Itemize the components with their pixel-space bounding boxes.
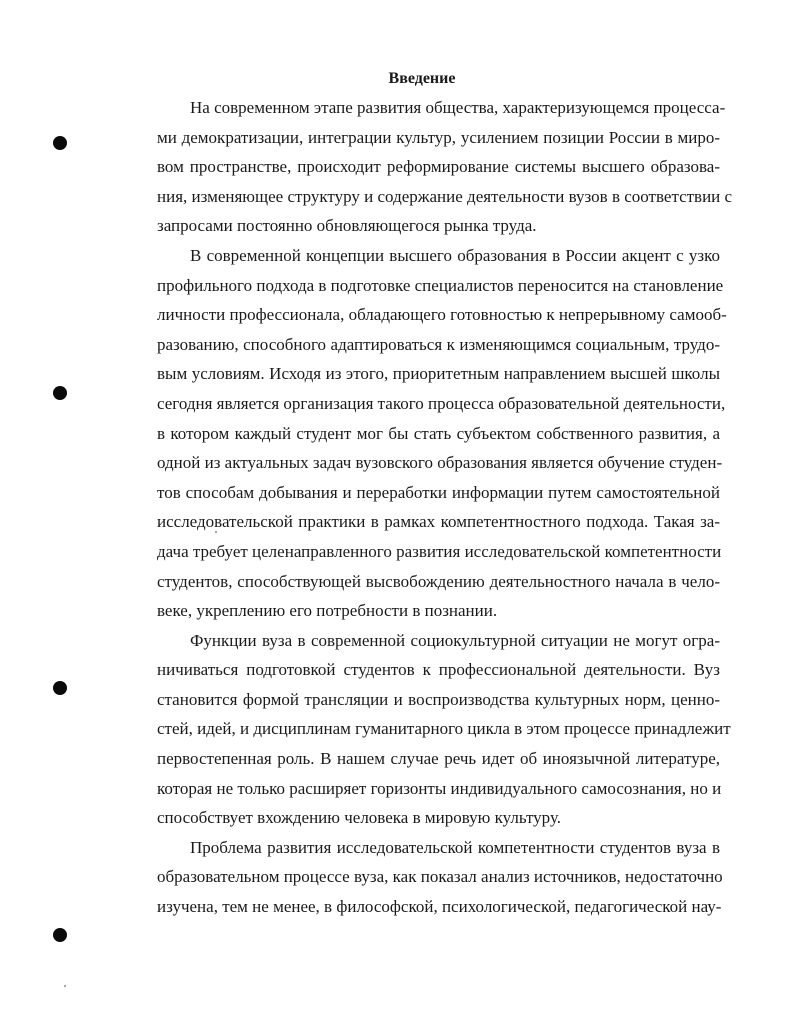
- document-body: [124, 66, 733, 922]
- paragraph-3: [124, 626, 731, 833]
- text-line: личности профессионала, обладающего готовностью к непрерывному самооб-: [157, 305, 727, 325]
- text-line: становится формой трансляции и воспроизводства культурных норм, ценно-: [157, 689, 720, 709]
- punch-hole-icon: [53, 928, 67, 942]
- punch-hole-icon: [53, 681, 67, 695]
- text-line: Функции вуза в современной социокультурной ситуации не могут огра-: [190, 630, 720, 650]
- text-line: В современной концепции высшего образования в России акцент с узко: [190, 245, 720, 265]
- paragraph-1: [124, 93, 733, 241]
- text-line: сегодня является организация такого процесса образовательной деятельности,: [157, 393, 726, 413]
- text-line: стей, идей, и дисциплинам гуманитарного цикла в этом процессе принадлежит: [157, 719, 731, 739]
- text-line: образовательном процессе вуза, как показал анализ источников, недостаточно: [157, 867, 723, 887]
- text-line: вым условиям. Исходя из этого, приоритетным направлением высшей школы: [157, 364, 720, 384]
- text-line: запросами постоянно обновляющегося рынка труда.: [157, 216, 537, 236]
- text-line: в котором каждый студент мог бы стать субъектом собственного развития, а: [157, 423, 720, 443]
- text-line: первостепенная роль. В нашем случае речь идет об иноязычной литературе,: [157, 749, 720, 769]
- text-line: На современном этапе развития общества, характеризующемся процесса-: [190, 98, 726, 117]
- text-line: вом пространстве, происходит реформирование системы высшего образова-: [157, 157, 720, 177]
- text-line: ничиваться подготовкой студентов к профессиональной деятельности. Вуз: [157, 660, 720, 680]
- text-line: одной из актуальных задач вузовского образования является обучение студен-: [157, 453, 723, 473]
- text-line: тов способам добывания и переработки информации путем самостоятельной: [157, 482, 720, 502]
- text-line: ми демократизации, интеграции культур, усилением позиции России в миро-: [157, 127, 720, 147]
- text-line: разованию, способного адаптироваться к изменяющимся социальным, трудо-: [157, 334, 720, 354]
- punch-hole-icon: [53, 136, 67, 150]
- text-line: веке, укреплению его потребности в познании.: [157, 601, 498, 621]
- punch-hole-icon: [53, 386, 67, 400]
- text-line: исследовательской практики в рамках компетентностного подхода. Такая за-: [157, 512, 720, 532]
- text-line: профильного подхода в подготовке специалистов переносится на становление: [157, 275, 724, 295]
- text-line: ния, изменяющее структуру и содержание деятельности вузов в соответствии с: [157, 186, 733, 206]
- text-line: Проблема развития исследовательской компетентности студентов вуза в: [190, 837, 720, 857]
- text-line: дача требует целенаправленного развития исследовательской компетентности: [157, 541, 722, 561]
- page-title: Введение: [388, 70, 456, 87]
- text-line: изучена, тем не менее, в философской, психологической, педагогической нау-: [157, 897, 722, 917]
- scan-speck: [64, 985, 66, 987]
- paragraph-4: [124, 833, 723, 922]
- paragraph-2: [124, 241, 727, 626]
- text-line: которая не только расширяет горизонты индивидуального самосознания, но и: [157, 778, 722, 798]
- text-line: способствует вхождению человека в мировую культуру.: [157, 808, 561, 828]
- text-line: студентов, способствующей высвобождению деятельностного начала в чело-: [157, 571, 720, 591]
